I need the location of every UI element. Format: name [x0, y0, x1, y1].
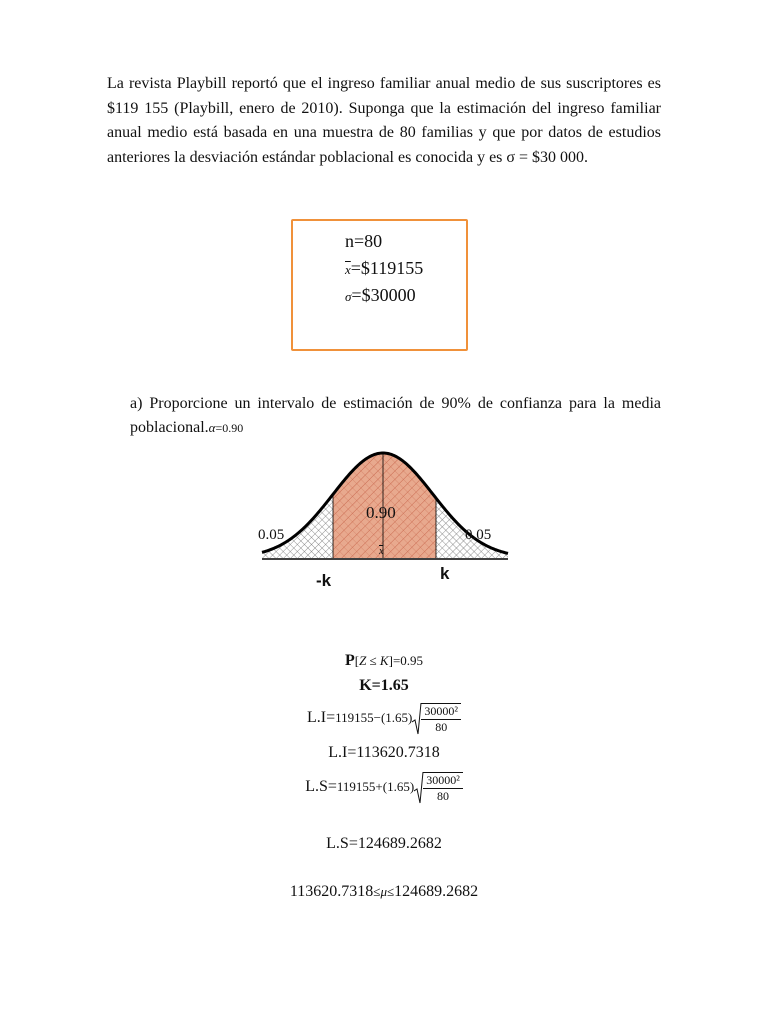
lower-frac-den: 80 [435, 720, 448, 734]
lower-z-value: (1.65) [380, 710, 413, 726]
probability-inner: Z ≤ K [359, 653, 389, 668]
upper-limit-label: L.S= [305, 778, 337, 796]
confidence-interval [0, 883, 768, 901]
upper-limit-formula [0, 771, 768, 804]
leq-symbol-2: ≤ [386, 884, 395, 899]
upper-frac-num: 30000² [423, 773, 463, 789]
probability-value: =0.95 [392, 653, 424, 668]
left-tail-label: 0.05 [258, 527, 285, 543]
lower-bound-label: -k [316, 571, 332, 590]
upper-z-value: (1.65) [382, 779, 415, 795]
question-a-text: a) Proporcione un intervalo de estimación de 90% de confianza para la media poblacional. [130, 395, 661, 436]
upper-frac-den: 80 [436, 789, 449, 803]
sigma-symbol: σ [345, 289, 352, 304]
lower-limit-prefix: 119155− [335, 710, 381, 726]
center-area-label: 0.90 [366, 503, 396, 522]
probability-line [0, 652, 768, 670]
population-sd-value: =$30000 [351, 285, 416, 305]
upper-sqrt [414, 771, 463, 804]
upper-fraction [423, 773, 463, 804]
upper-bound-label: k [440, 564, 450, 583]
lower-fraction [421, 704, 461, 735]
lower-limit-result: L.I=113620.7318 [328, 744, 440, 761]
probability-expression: [Z ≤ K]=0.95 [354, 653, 424, 668]
upper-limit-result: L.S=124689.2682 [326, 835, 442, 852]
alpha-value: =0.90 [215, 421, 244, 435]
k-value: K=1.65 [359, 677, 409, 694]
lower-limit-formula [0, 702, 768, 735]
problem-statement: La revista Playbill reportó que el ingreso familiar anual medio de sus suscriptores es $119 155 (Playbill, enero de 2010). Suponga que la estimación del ingreso familiar anual medio está basada en una muestra de 80 familias y que por datos de estudios anteriores la desviación estándar poblacional es conocida y es σ = $30 000. [107, 75, 661, 166]
xbar-symbol: $\overline{x}$ [345, 262, 351, 277]
alpha-symbol: α [208, 420, 216, 435]
lower-limit-label: L.I= [306, 709, 336, 727]
lower-sqrt [412, 702, 461, 735]
right-tail-label: 0.05 [465, 527, 492, 543]
sample-size: n=80 [345, 231, 383, 251]
interval-upper: 124689.2682 [394, 883, 479, 900]
probability-p: P [344, 652, 355, 669]
upper-limit-prefix: 119155+ [336, 779, 383, 795]
interval-lower: 113620.7318 [289, 883, 374, 900]
mean-mark: $\overline{x}$ [379, 546, 384, 557]
sample-mean-value: =$119155 [350, 258, 424, 278]
lower-frac-num: 30000² [421, 704, 461, 720]
mu-symbol: μ [380, 884, 387, 899]
leq-symbol-1: ≤ [373, 884, 381, 899]
